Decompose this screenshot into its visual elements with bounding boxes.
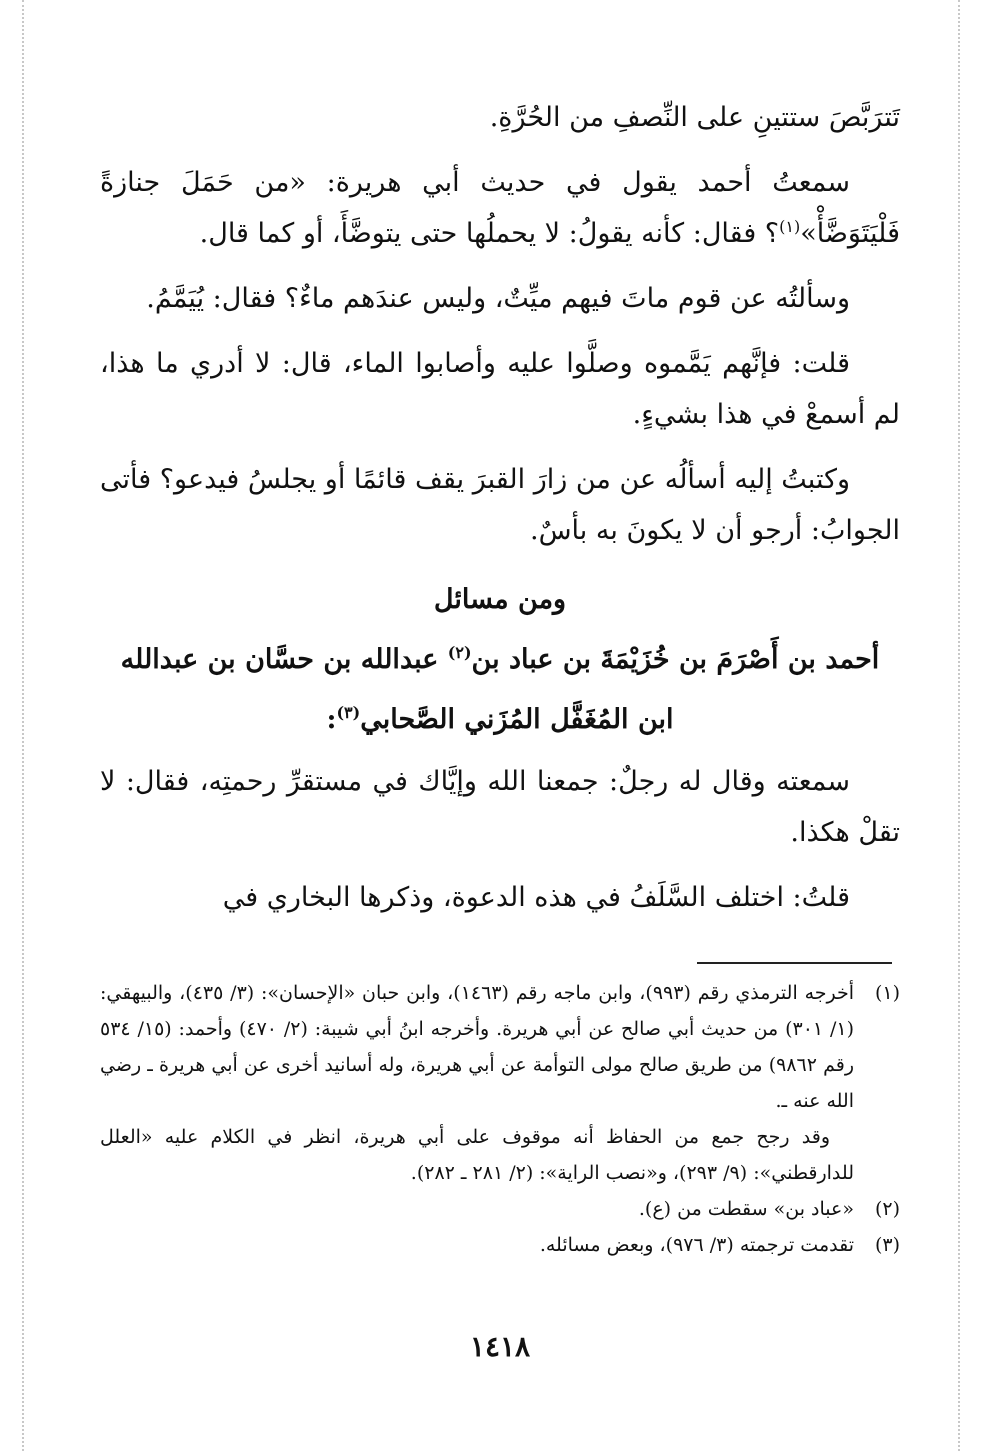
- section-heading-line-3-text: ابن المُغَفَّل المُزَني الصَّحابي: [360, 704, 674, 735]
- scan-guide-line-right: [958, 0, 960, 1451]
- paragraph-7: قلتُ: اختلف السَّلَفُ في هذه الدعوة، وذكرها البخاري في: [222, 882, 850, 913]
- footnote-1-number: (١): [874, 982, 900, 1004]
- section-heading-line-2-b: عبدالله بن حسَّان بن عبدالله: [120, 644, 448, 675]
- footnote-separator: [697, 962, 892, 964]
- paragraph-6: سمعته وقال له رجلٌ: جمعنا الله وإيَّاك في مستقرِّ رحمتِه، فقال: لا تقلْ هكذا.: [100, 766, 900, 848]
- page-number: ١٤١٨: [469, 1330, 531, 1363]
- paragraph-4: قلت: فإنَّهم يَمَّموه وصلَّوا عليه وأصابوا الماء، قال: لا أدري ما هذا، لم أسمعْ في هذا بشيءٍ.: [100, 348, 900, 430]
- main-text: [100, 92, 900, 937]
- scan-guide-line-left: [22, 0, 24, 1451]
- section-heading-line-3: [100, 690, 900, 750]
- paragraph-5: وكتبتُ إليه أسألُه عن من زارَ القبرَ يقف قائمًا أو يجلسُ فيدعو؟ فأتى الجوابُ: أرجو أن لا يكونَ به بأسٌ.: [99, 464, 900, 546]
- footnote-ref-2: (٢): [447, 643, 472, 662]
- footnote-ref-3: (٣): [336, 703, 361, 722]
- section-heading-line-2: [100, 630, 900, 690]
- footnote-3: [100, 1227, 900, 1263]
- footnote-ref-1: (١): [779, 217, 801, 236]
- paragraph-2-tail: ؟ فقال: كأنه يقولُ: لا يحملُها حتى يتوضَّأَ، أو كما قال.: [199, 218, 780, 249]
- footnote-1: [100, 975, 900, 1119]
- section-heading-line-2-a: أحمد بن أَصْرَمَ بن خُزَيْمَةَ بن عباد بن: [471, 644, 880, 675]
- paragraph-1: تَترَبَّصَ ستتينِ على النِّصفِ من الحُرَّةِ.: [489, 102, 900, 133]
- footnote-2-number: (٢): [874, 1198, 900, 1220]
- paragraph-2: [100, 157, 900, 259]
- section-heading-line-1: ومن مسائل: [433, 584, 567, 615]
- footnote-3-text: تقدمت ترجمته (٣/ ٩٧٦)، وبعض مسائله.: [539, 1234, 854, 1256]
- footnotes: [100, 975, 900, 1263]
- footnote-3-number: (٣): [874, 1234, 900, 1256]
- paragraph-2-text: سمعتُ أحمد يقول في حديث أبي هريرة: «من حَمَلَ جنازةً فَلْيَتَوَضَّأْ»: [100, 167, 900, 249]
- section-heading-line-3-tail: :: [326, 704, 337, 735]
- paragraph-3: وسألتُه عن قوم ماتَ فيهم ميِّتٌ، وليس عندَهم ماءٌ؟ فقال: يُيَمَّمُ.: [146, 283, 850, 314]
- footnote-1-text: أخرجه الترمذي رقم (٩٩٣)، وابن ماجه رقم (١٤٦٣)، وابن حبان «الإحسان»: (٣/ ٤٣٥)، والبيهقي: (١/ ٣٠١) من حديث أبي صالح عن أبي هريرة. وأخرجه ابنُ أبي شيبة: (٢/ ٤٧٠) وأحمد: (١٥/ ٥٣٤ رقم ٩٨٦٢) من طريق صالح مولى التوأمة عن أبي هريرة، وله أسانيد أخرى عن أبي هريرة ـ رضي الله عنه ـ.: [100, 982, 855, 1112]
- footnote-2-text: «عباد بن» سقطت من (ع).: [638, 1198, 854, 1220]
- footnote-1-continuation: وقد رجح جمع من الحفاظ أنه موقوف على أبي هريرة، انظر في الكلام عليه «العلل للدارقطني»: (٩/ ٢٩٣)، و«نصب الراية»: (٢/ ٢٨١ ـ ٢٨٢).: [100, 1126, 854, 1184]
- footnote-2: [100, 1191, 900, 1227]
